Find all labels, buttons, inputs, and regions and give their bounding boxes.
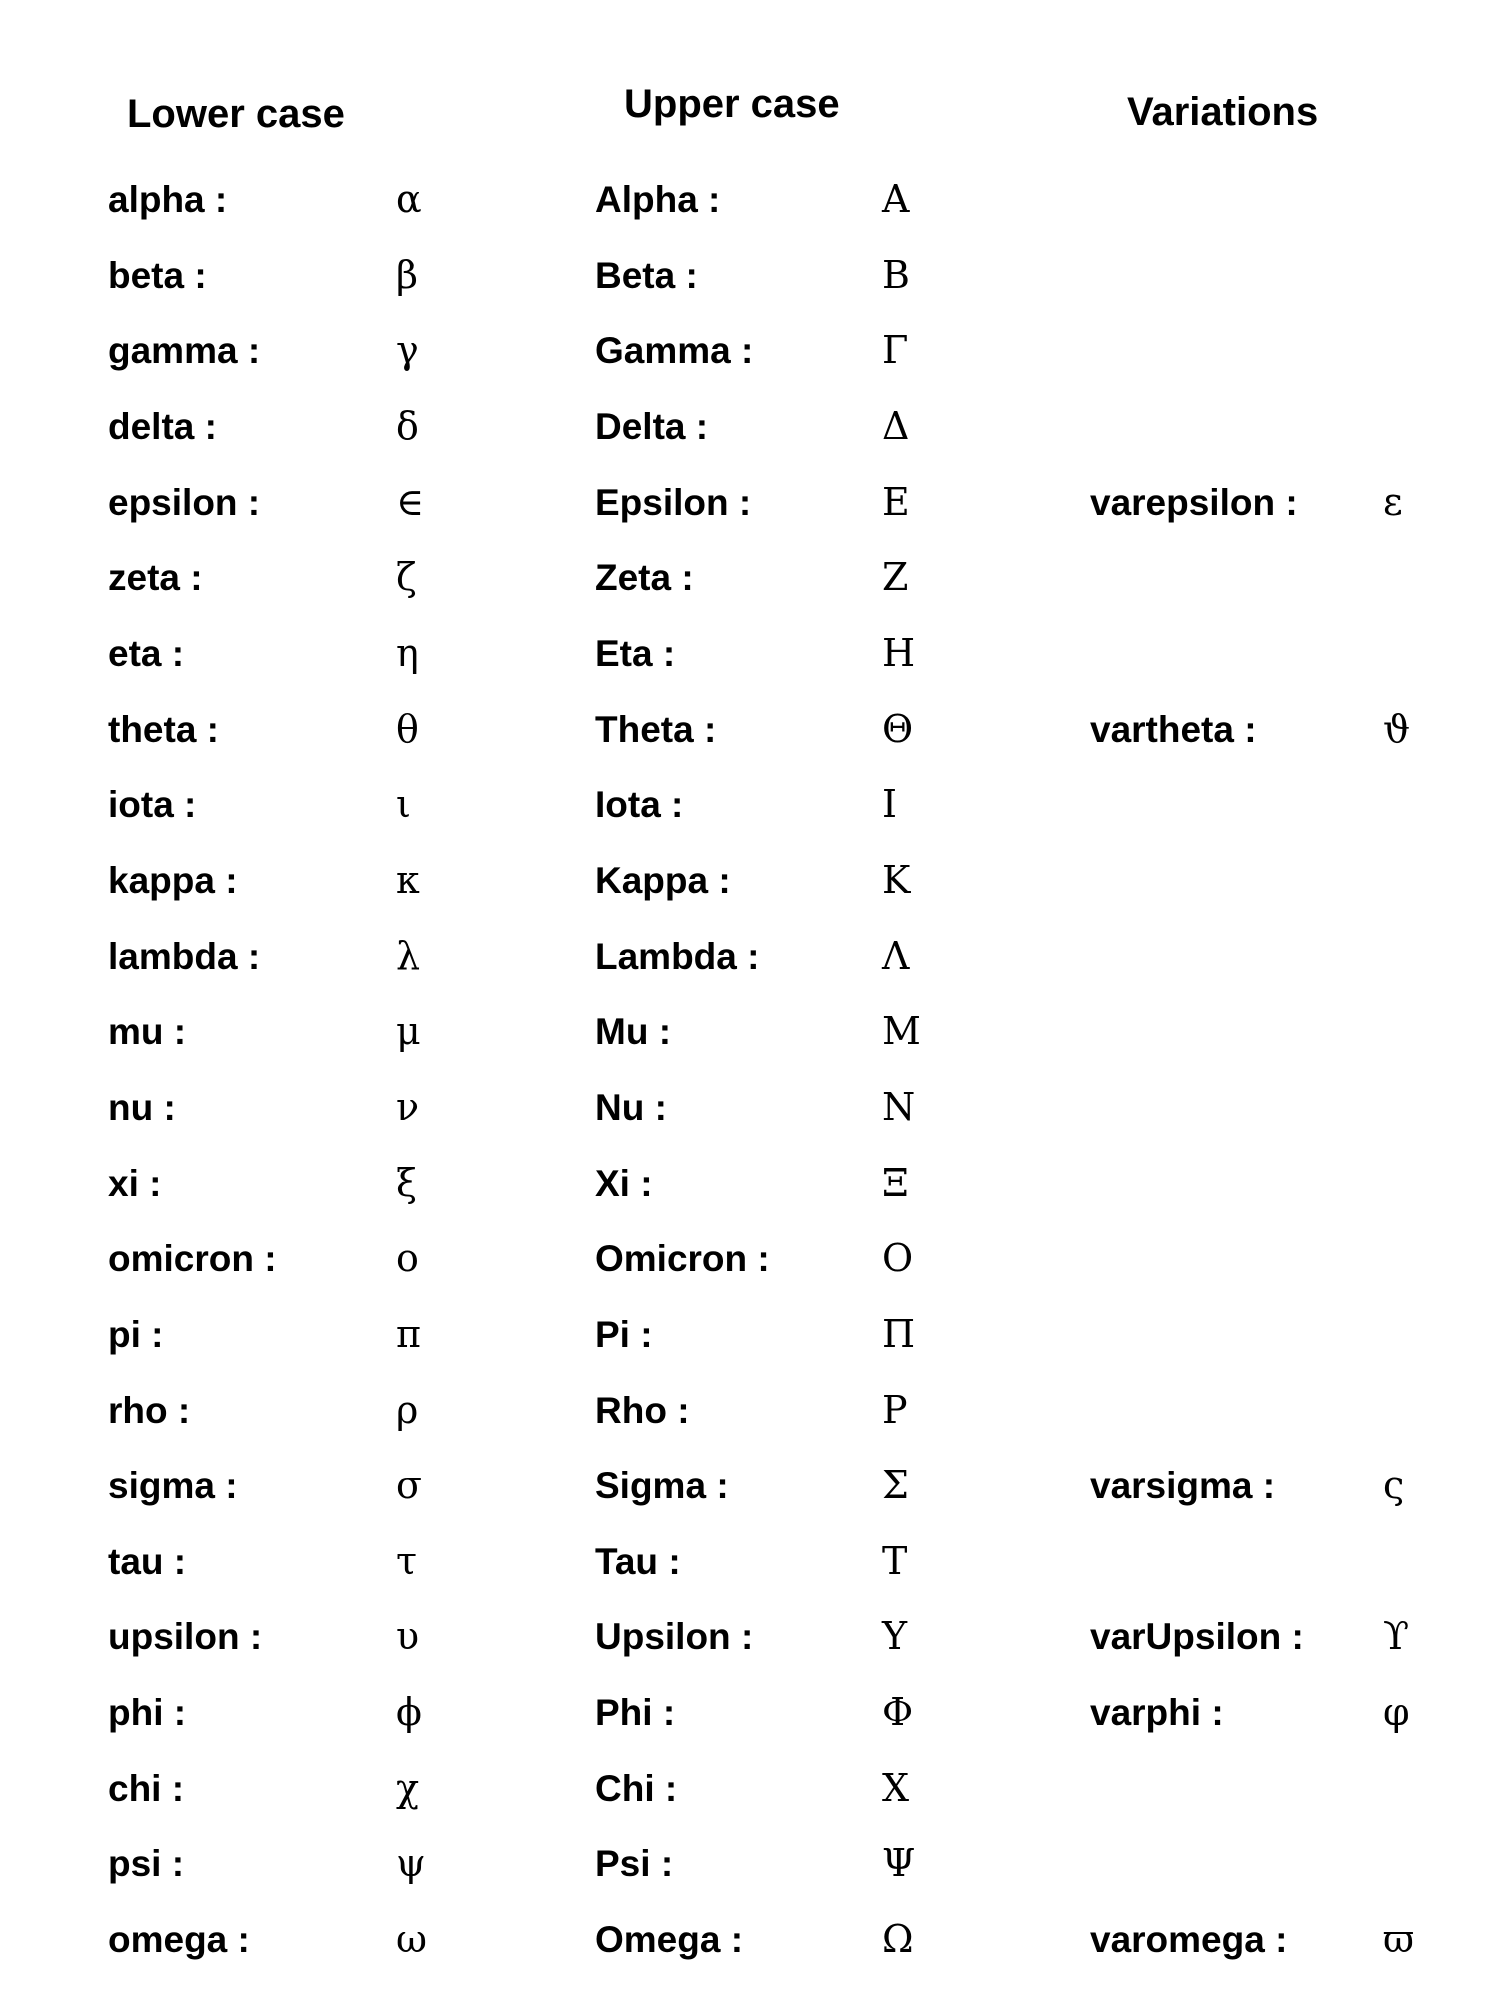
uppercase-symbol: Ν xyxy=(882,1084,916,1129)
lowercase-symbol: ψ xyxy=(396,1841,426,1886)
uppercase-symbol: Θ xyxy=(882,706,914,751)
uppercase-name-label: Kappa : xyxy=(595,859,731,901)
table-row xyxy=(0,616,1488,692)
uppercase-name-label: Gamma : xyxy=(595,330,754,372)
lowercase-name-label: alpha : xyxy=(108,179,228,220)
table-row xyxy=(0,389,1488,465)
uppercase-name-label: Mu : xyxy=(595,1011,672,1053)
uppercase-name-label: Theta : xyxy=(595,708,717,750)
lowercase-name-label: omega : xyxy=(108,1919,250,1961)
uppercase-name-label: Pi : xyxy=(595,1313,653,1355)
lowercase-symbol: ν xyxy=(396,1084,420,1129)
lowercase-name-label: upsilon : xyxy=(108,1616,263,1658)
uppercase-symbol: Σ xyxy=(882,1463,909,1508)
uppercase-name-label: Nu : xyxy=(595,1086,667,1128)
uppercase-symbol: Ζ xyxy=(882,555,909,600)
uppercase-symbol: Ψ xyxy=(882,1841,916,1886)
variation-symbol: ϒ xyxy=(1383,1614,1410,1659)
lowercase-name-label: rho : xyxy=(108,1389,191,1431)
lowercase-name-label: pi : xyxy=(108,1313,164,1355)
greek-letter-table xyxy=(0,162,1488,1978)
uppercase-symbol: Δ xyxy=(882,403,910,448)
variation-name-label: varomega : xyxy=(1090,1919,1288,1961)
uppercase-symbol: Β xyxy=(882,252,910,297)
uppercase-name-label: Phi : xyxy=(595,1692,676,1734)
variation-symbol: ϑ xyxy=(1383,706,1411,751)
variation-symbol: φ xyxy=(1383,1690,1410,1735)
lowercase-symbol: τ xyxy=(396,1538,418,1583)
lowercase-symbol: ρ xyxy=(396,1387,419,1432)
lowercase-name-label: gamma : xyxy=(108,330,261,372)
table-row xyxy=(0,1902,1488,1978)
table-row xyxy=(0,1221,1488,1297)
uppercase-symbol: Ι xyxy=(882,782,898,827)
lowercase-symbol: β xyxy=(396,252,418,297)
table-row xyxy=(0,313,1488,389)
lowercase-symbol: π xyxy=(396,1311,421,1356)
lowercase-name-label: epsilon : xyxy=(108,481,261,523)
variation-name-label: varepsilon : xyxy=(1090,481,1298,523)
lowercase-name-label: kappa : xyxy=(108,859,238,901)
uppercase-symbol: Α xyxy=(882,177,910,221)
uppercase-name-label: Psi : xyxy=(595,1843,674,1885)
lowercase-name-label: mu : xyxy=(108,1011,187,1053)
table-row xyxy=(0,238,1488,314)
uppercase-name-label: Xi : xyxy=(595,1162,653,1204)
lowercase-symbol: σ xyxy=(396,1463,422,1508)
uppercase-name-label: Iota : xyxy=(595,784,684,826)
lowercase-symbol: ω xyxy=(396,1917,427,1962)
lowercase-name-label: tau : xyxy=(108,1540,187,1582)
table-row xyxy=(0,1373,1488,1449)
uppercase-name-label: Eta : xyxy=(595,632,676,674)
lowercase-symbol: θ xyxy=(396,706,419,751)
lowercase-symbol: ι xyxy=(396,782,411,827)
table-row xyxy=(0,465,1488,541)
lowercase-name-label: psi : xyxy=(108,1843,185,1885)
uppercase-symbol: Υ xyxy=(882,1614,908,1659)
table-row xyxy=(0,1146,1488,1222)
lowercase-symbol: γ xyxy=(396,328,419,373)
variation-name-label: varUpsilon : xyxy=(1090,1616,1304,1658)
lowercase-name-label: theta : xyxy=(108,708,219,750)
lowercase-symbol: χ xyxy=(396,1765,420,1810)
lowercase-symbol: ο xyxy=(396,1236,419,1281)
uppercase-name-label: Upsilon : xyxy=(595,1616,754,1658)
uppercase-name-label: Delta : xyxy=(595,405,709,447)
table-row xyxy=(0,1524,1488,1600)
lowercase-symbol: ϕ xyxy=(396,1690,422,1735)
table-row xyxy=(0,692,1488,768)
lowercase-symbol: υ xyxy=(396,1614,420,1659)
uppercase-symbol: Τ xyxy=(882,1538,908,1583)
lowercase-symbol: ζ xyxy=(396,555,417,600)
lowercase-symbol: ξ xyxy=(396,1160,417,1205)
lowercase-name-label: beta : xyxy=(108,254,207,296)
table-row xyxy=(0,1751,1488,1827)
uppercase-symbol: Φ xyxy=(882,1690,914,1735)
table-row xyxy=(0,1297,1488,1373)
uppercase-name-label: Sigma : xyxy=(595,1465,729,1507)
lowercase-name-label: omicron : xyxy=(108,1238,277,1280)
lowercase-name-label: zeta : xyxy=(108,557,203,599)
lowercase-name-label: nu : xyxy=(108,1086,176,1128)
uppercase-name-label: Beta : xyxy=(595,254,698,296)
lowercase-symbol: η xyxy=(396,630,419,675)
uppercase-symbol: Μ xyxy=(882,1009,921,1054)
uppercase-symbol: Κ xyxy=(882,857,911,902)
table-row xyxy=(0,843,1488,919)
uppercase-name-label: Zeta : xyxy=(595,557,694,599)
column-header-upper-case: Upper case xyxy=(624,82,840,126)
lowercase-name-label: delta : xyxy=(108,405,217,447)
table-row xyxy=(0,1070,1488,1146)
lowercase-symbol: δ xyxy=(396,403,419,448)
table-row xyxy=(0,1599,1488,1675)
table-row xyxy=(0,767,1488,843)
lowercase-symbol: ∈ xyxy=(396,479,425,524)
variation-symbol: ε xyxy=(1383,479,1403,524)
uppercase-name-label: Epsilon : xyxy=(595,481,752,523)
lowercase-symbol: α xyxy=(396,177,422,221)
table-row xyxy=(0,919,1488,995)
table-row xyxy=(0,540,1488,616)
table-row xyxy=(0,1826,1488,1902)
table-row xyxy=(0,1448,1488,1524)
uppercase-symbol: Ε xyxy=(882,479,910,524)
lowercase-name-label: eta : xyxy=(108,632,185,674)
uppercase-name-label: Rho : xyxy=(595,1389,690,1431)
lowercase-name-label: chi : xyxy=(108,1767,185,1809)
uppercase-symbol: Λ xyxy=(882,933,910,978)
lowercase-name-label: lambda : xyxy=(108,935,261,977)
uppercase-symbol: Γ xyxy=(882,328,909,373)
table-row xyxy=(0,994,1488,1070)
uppercase-name-label: Omicron : xyxy=(595,1238,770,1280)
variation-symbol: ς xyxy=(1383,1463,1405,1508)
lowercase-name-label: sigma : xyxy=(108,1465,238,1507)
variation-symbol: ϖ xyxy=(1383,1917,1414,1962)
uppercase-symbol: Ο xyxy=(882,1236,914,1281)
uppercase-symbol: Π xyxy=(882,1311,916,1356)
uppercase-symbol: Ω xyxy=(882,1917,914,1962)
lowercase-name-label: xi : xyxy=(108,1162,162,1204)
uppercase-symbol: Ρ xyxy=(882,1387,908,1432)
lowercase-symbol: κ xyxy=(396,857,420,902)
column-header-lower-case: Lower case xyxy=(127,92,345,136)
variation-name-label: vartheta : xyxy=(1090,708,1257,750)
lowercase-name-label: iota : xyxy=(108,784,197,826)
uppercase-symbol: Χ xyxy=(882,1765,910,1810)
uppercase-name-label: Chi : xyxy=(595,1767,678,1809)
lowercase-symbol: μ xyxy=(396,1009,421,1054)
table-row xyxy=(0,1675,1488,1751)
uppercase-symbol: Η xyxy=(882,630,916,675)
uppercase-name-label: Lambda : xyxy=(595,935,760,977)
uppercase-name-label: Alpha : xyxy=(595,179,721,220)
table-row xyxy=(0,162,1488,238)
uppercase-name-label: Tau : xyxy=(595,1540,681,1582)
lowercase-name-label: phi : xyxy=(108,1692,187,1734)
variation-name-label: varphi : xyxy=(1090,1692,1224,1734)
column-header-variations: Variations xyxy=(1127,90,1319,134)
uppercase-name-label: Omega : xyxy=(595,1919,744,1961)
variation-name-label: varsigma : xyxy=(1090,1465,1276,1507)
lowercase-symbol: λ xyxy=(396,933,421,978)
uppercase-symbol: Ξ xyxy=(882,1160,909,1205)
